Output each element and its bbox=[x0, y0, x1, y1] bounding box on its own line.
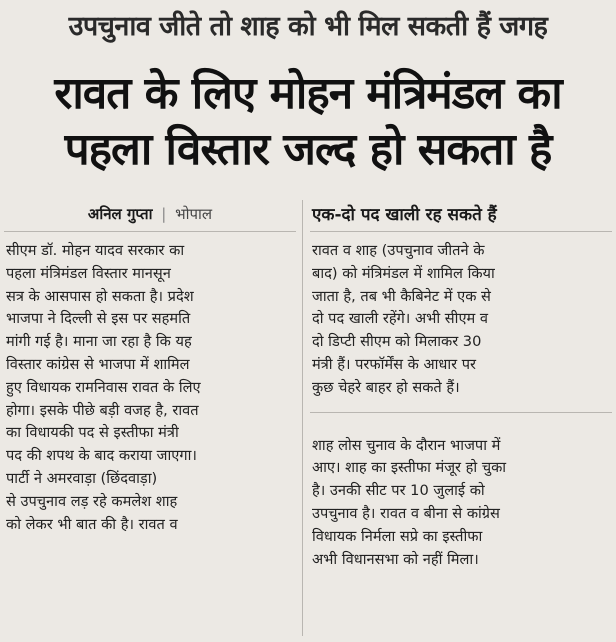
body-line: पद की शपथ के बाद कराया जाएगा। bbox=[6, 447, 197, 465]
body-line: पार्टी ने अमरवाड़ा (छिंदवाड़ा) bbox=[6, 469, 158, 487]
body-line: आए। शाह का इस्तीफा मंजूर हो चुका bbox=[312, 459, 507, 477]
body-line: उपचुनाव है। रावत व बीना से कांग्रेस bbox=[312, 504, 500, 522]
body-line: है। उनकी सीट पर 10 जुलाई को bbox=[312, 482, 485, 500]
byline-separator: | bbox=[161, 205, 167, 223]
subheading: एक-दो पद खाली रह सकते हैं bbox=[312, 205, 497, 225]
body-line: मंत्री हैं। परफॉर्मेंस के आधार पर bbox=[312, 355, 477, 373]
main-headline bbox=[4, 66, 612, 178]
body-line: सत्र के आसपास हो सकता है। प्रदेश bbox=[6, 287, 194, 305]
body-line: पहला मंत्रिमंडल विस्तार मानसून bbox=[6, 264, 171, 282]
byline-rule bbox=[4, 231, 296, 232]
body-line: होगा। इसके पीछे बड़ी वजह है, रावत bbox=[6, 401, 199, 419]
byline bbox=[0, 198, 300, 224]
right-body-paragraph-1 bbox=[306, 240, 616, 400]
left-body-text bbox=[0, 240, 300, 536]
body-line: दो डिप्टी सीएम को मिलाकर 30 bbox=[312, 333, 482, 351]
body-line: दो पद खाली रहेंगे। अभी सीएम व bbox=[312, 310, 489, 328]
byline-city: भोपाल bbox=[175, 205, 213, 223]
right-body-paragraph-2 bbox=[306, 435, 616, 572]
body-line: भाजपा ने दिल्ली से इस पर सहमति bbox=[6, 310, 191, 328]
column-divider bbox=[302, 200, 303, 636]
right-column bbox=[306, 198, 616, 642]
kicker-headline: उपचुनाव जीते तो शाह को भी मिल सकती हैं जगह bbox=[68, 11, 548, 42]
body-line: सीएम डॉ. मोहन यादव सरकार का bbox=[6, 242, 185, 259]
body-line: रावत व शाह (उपचुनाव जीतने के bbox=[312, 242, 485, 259]
body-line: जाता है, तब भी कैबिनेट में एक से bbox=[312, 287, 491, 305]
byline-author: अनिल गुप्ता bbox=[87, 205, 153, 223]
left-column bbox=[0, 198, 300, 642]
headline-line-1: रावत के लिए मोहन मंत्रिमंडल का bbox=[54, 68, 562, 119]
body-line: अभी विधानसभा को नहीं मिला। bbox=[312, 550, 479, 568]
body-line: का विधायकी पद से इस्तीफा मंत्री bbox=[6, 424, 179, 442]
body-line: विधायक निर्मला सप्रे का इस्तीफा bbox=[312, 527, 483, 545]
body-line: बाद) को मंत्रिमंडल में शामिल किया bbox=[312, 264, 495, 282]
headline-line-2: पहला विस्तार जल्द हो सकता है bbox=[64, 124, 552, 175]
subheading-rule bbox=[310, 231, 612, 232]
body-line: शाह लोस चुनाव के दौरान भाजपा में bbox=[312, 436, 501, 454]
body-line: विस्तार कांग्रेस से भाजपा में शामिल bbox=[6, 355, 190, 373]
body-line: मांगी गई है। माना जा रहा है कि यह bbox=[6, 333, 192, 351]
body-line: हुए विधायक रामनिवास रावत के लिए bbox=[6, 378, 201, 396]
body-line: से उपचुनाव लड़ रहे कमलेश शाह bbox=[6, 492, 178, 510]
body-line: कुछ चेहरे बाहर हो सकते हैं। bbox=[312, 378, 460, 396]
body-line: को लेकर भी बात की है। रावत व bbox=[6, 515, 178, 533]
paragraph-divider bbox=[310, 412, 612, 435]
